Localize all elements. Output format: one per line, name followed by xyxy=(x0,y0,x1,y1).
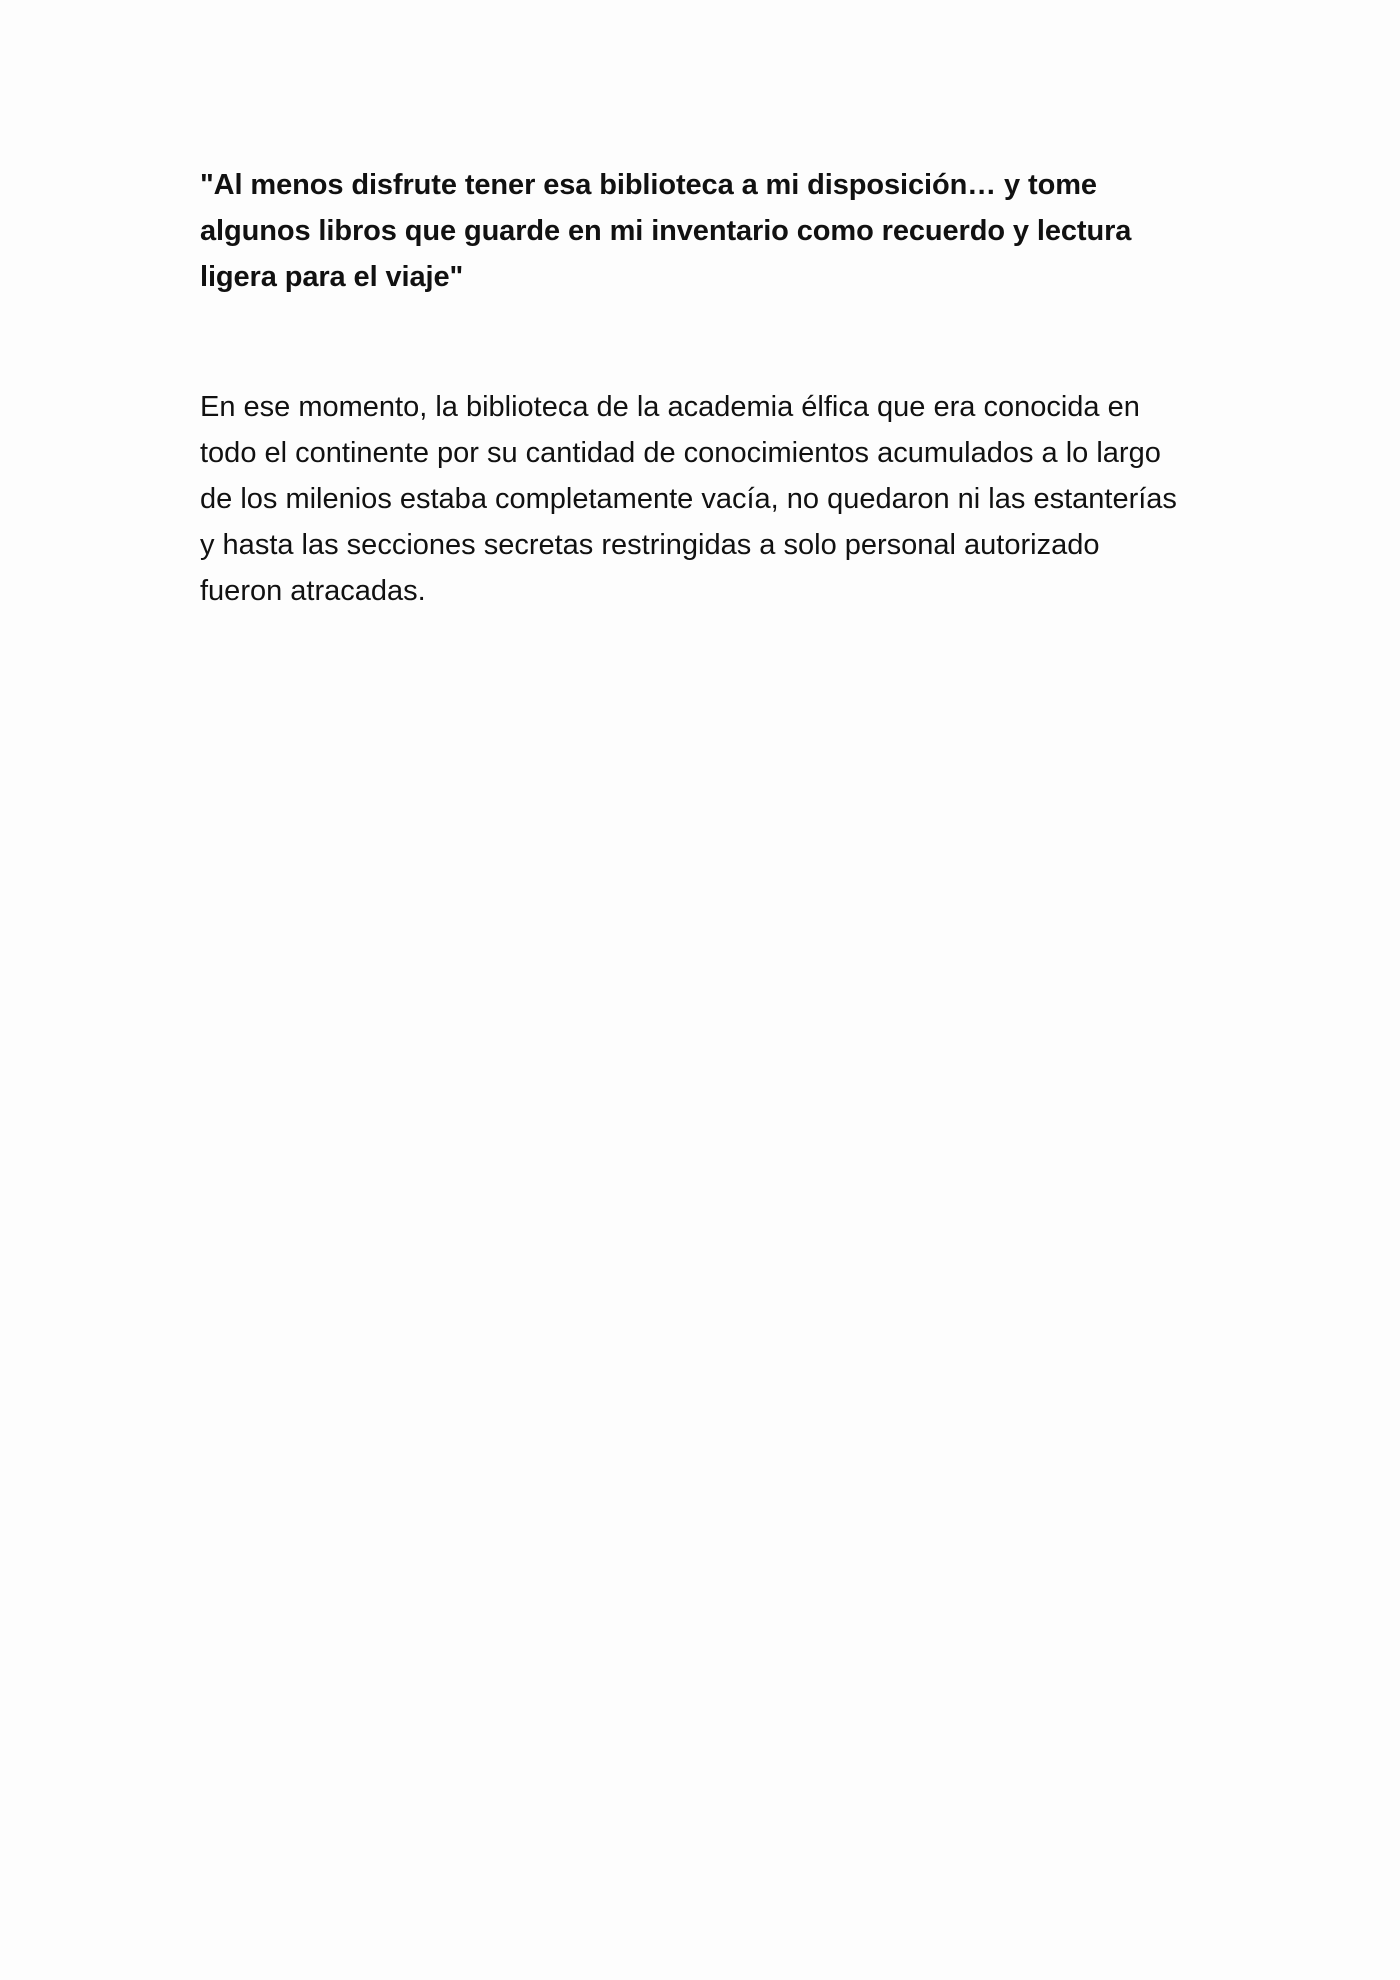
dialogue-quote: "Al menos disfrute tener esa biblioteca a mi disposición… y tome algunos libros que guarde en mi inventario como recuerdo y lectura ligera para el viaje" xyxy=(200,169,1132,293)
narrative-paragraph: En ese momento, la biblioteca de la academia élfica que era conocida en todo el continente por su cantidad de conocimientos acumulados a lo largo de los milenios estaba completamente vacía, no quedaron ni las estanterías y hasta las secciones secretas restringidas a solo personal autorizado fueron atracadas. xyxy=(200,391,1177,607)
document-body xyxy=(200,162,1210,614)
